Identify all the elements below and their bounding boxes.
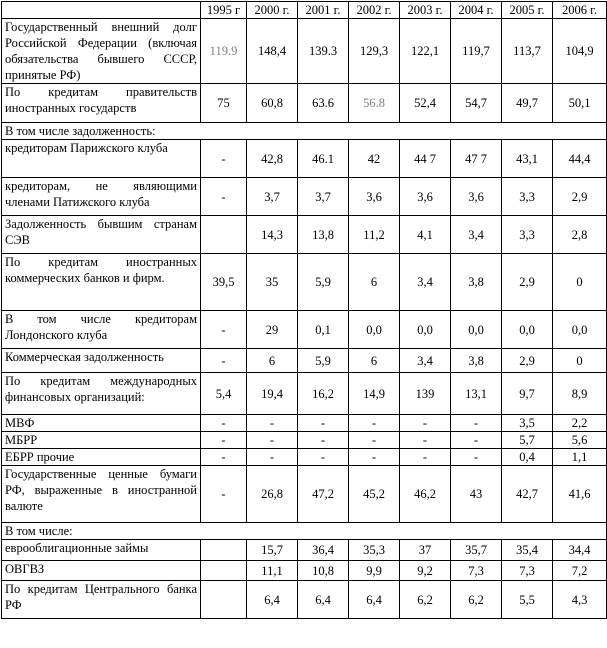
- value-cell: 0,0: [553, 311, 607, 349]
- value-cell: 6,2: [451, 581, 502, 619]
- value-cell: 75: [201, 84, 247, 123]
- row-label: еврооблигационные займы: [2, 540, 201, 561]
- header-row: [2, 2, 607, 19]
- value-cell: -: [247, 449, 298, 466]
- value-cell: 46.1: [298, 140, 349, 178]
- value-cell: -: [201, 178, 247, 216]
- value-cell: 5,9: [298, 349, 349, 373]
- value-cell: 3,5: [502, 415, 553, 432]
- value-cell: 11,1: [247, 561, 298, 581]
- value-cell: 3,6: [451, 178, 502, 216]
- table-row: [2, 449, 607, 466]
- value-cell: -: [201, 140, 247, 178]
- value-cell: 13,1: [451, 373, 502, 415]
- row-label: По кредитам правительств иностранных государств: [2, 84, 201, 123]
- value-cell: 3,7: [247, 178, 298, 216]
- value-cell: 42: [349, 140, 400, 178]
- row-label: МВФ: [2, 415, 201, 432]
- value-cell: -: [201, 466, 247, 523]
- value-cell: -: [349, 432, 400, 449]
- section-row: [2, 123, 607, 140]
- table-row: [2, 178, 607, 216]
- value-cell: 0,0: [451, 311, 502, 349]
- row-label: ОВГВЗ: [2, 561, 201, 581]
- value-cell: 50,1: [553, 84, 607, 123]
- value-cell: 37: [400, 540, 451, 561]
- value-cell: -: [201, 449, 247, 466]
- value-cell: 35: [247, 254, 298, 311]
- value-cell: 8,9: [553, 373, 607, 415]
- value-cell: 49,7: [502, 84, 553, 123]
- section-label: В том числе задолженность:: [2, 123, 607, 140]
- value-cell: 3,7: [298, 178, 349, 216]
- value-cell: 29: [247, 311, 298, 349]
- value-cell: 2,9: [502, 349, 553, 373]
- value-cell: 52,4: [400, 84, 451, 123]
- table-row: [2, 415, 607, 432]
- value-cell: 60,8: [247, 84, 298, 123]
- value-cell: 3,6: [400, 178, 451, 216]
- value-cell: -: [400, 432, 451, 449]
- table-row: [2, 432, 607, 449]
- table-row: [2, 216, 607, 254]
- year-header: 1995 г: [201, 2, 247, 19]
- value-cell: 6,4: [247, 581, 298, 619]
- table-row: [2, 581, 607, 619]
- year-header: 2004 г.: [451, 2, 502, 19]
- value-cell: 6,2: [400, 581, 451, 619]
- value-cell: 39,5: [201, 254, 247, 311]
- value-cell: 104,9: [553, 19, 607, 84]
- value-cell: 0,1: [298, 311, 349, 349]
- value-cell: 15,7: [247, 540, 298, 561]
- value-cell: 45,2: [349, 466, 400, 523]
- value-cell: 56.8: [349, 84, 400, 123]
- year-header: 2003 г.: [400, 2, 451, 19]
- value-cell: -: [400, 449, 451, 466]
- year-header: 2006 г.: [553, 2, 607, 19]
- value-cell: 0,0: [349, 311, 400, 349]
- value-cell: 119.9: [201, 19, 247, 84]
- value-cell: -: [349, 449, 400, 466]
- value-cell: -: [349, 415, 400, 432]
- value-cell: 3,8: [451, 254, 502, 311]
- value-cell: 42,7: [502, 466, 553, 523]
- value-cell: 7,3: [502, 561, 553, 581]
- value-cell: 2,2: [553, 415, 607, 432]
- table-row: [2, 540, 607, 561]
- value-cell: 9,9: [349, 561, 400, 581]
- value-cell: 19,4: [247, 373, 298, 415]
- row-label: Коммерческая задолженность: [2, 349, 201, 373]
- value-cell: 4,3: [553, 581, 607, 619]
- table-row: [2, 373, 607, 415]
- table-row: [2, 561, 607, 581]
- value-cell: -: [451, 415, 502, 432]
- value-cell: [201, 540, 247, 561]
- section-row: [2, 523, 607, 540]
- row-label: По кредитам иностранных коммерческих банков и фирм.: [2, 254, 201, 311]
- external-debt-table: [1, 1, 607, 619]
- value-cell: 7,3: [451, 561, 502, 581]
- value-cell: 26,8: [247, 466, 298, 523]
- value-cell: 2,9: [553, 178, 607, 216]
- value-cell: 4,1: [400, 216, 451, 254]
- row-label: кредиторам, не являющими членами Патижского клуба: [2, 178, 201, 216]
- row-label: В том числе кредиторам Лондонского клуба: [2, 311, 201, 349]
- value-cell: -: [298, 415, 349, 432]
- value-cell: -: [400, 415, 451, 432]
- value-cell: 1,1: [553, 449, 607, 466]
- year-header: 2001 г.: [298, 2, 349, 19]
- value-cell: 3,4: [400, 349, 451, 373]
- value-cell: 9,7: [502, 373, 553, 415]
- value-cell: 148,4: [247, 19, 298, 84]
- row-label: Государственные ценные бумаги РФ, выраженные в иностранной валюте: [2, 466, 201, 523]
- year-header: 2005 г.: [502, 2, 553, 19]
- value-cell: -: [298, 432, 349, 449]
- value-cell: 6,4: [298, 581, 349, 619]
- value-cell: 5,9: [298, 254, 349, 311]
- value-cell: 35,4: [502, 540, 553, 561]
- value-cell: [201, 581, 247, 619]
- value-cell: 42,8: [247, 140, 298, 178]
- value-cell: -: [201, 349, 247, 373]
- row-label: Государственный внешний долг Российской Федерации (включая обязательства бывшего СССР, принятые РФ): [2, 19, 201, 84]
- value-cell: 3,8: [451, 349, 502, 373]
- value-cell: 14,9: [349, 373, 400, 415]
- value-cell: 3,6: [349, 178, 400, 216]
- value-cell: -: [247, 432, 298, 449]
- table-row: [2, 84, 607, 123]
- value-cell: -: [451, 449, 502, 466]
- value-cell: 2,9: [502, 254, 553, 311]
- year-header: 2002 г.: [349, 2, 400, 19]
- value-cell: -: [201, 415, 247, 432]
- value-cell: 36,4: [298, 540, 349, 561]
- value-cell: 122,1: [400, 19, 451, 84]
- value-cell: 6: [349, 254, 400, 311]
- value-cell: 44,4: [553, 140, 607, 178]
- value-cell: 11,2: [349, 216, 400, 254]
- value-cell: 2,8: [553, 216, 607, 254]
- value-cell: 43: [451, 466, 502, 523]
- value-cell: 54,7: [451, 84, 502, 123]
- table-row: [2, 311, 607, 349]
- value-cell: 6,4: [349, 581, 400, 619]
- value-cell: 129,3: [349, 19, 400, 84]
- value-cell: 3,3: [502, 178, 553, 216]
- value-cell: 35,7: [451, 540, 502, 561]
- table-row: [2, 349, 607, 373]
- value-cell: 10,8: [298, 561, 349, 581]
- value-cell: 14,3: [247, 216, 298, 254]
- value-cell: 44 7: [400, 140, 451, 178]
- value-cell: 41,6: [553, 466, 607, 523]
- value-cell: 34,4: [553, 540, 607, 561]
- value-cell: 13,8: [298, 216, 349, 254]
- row-label: По кредитам международных финансовых организаций:: [2, 373, 201, 415]
- value-cell: 3,4: [451, 216, 502, 254]
- value-cell: 3,4: [400, 254, 451, 311]
- value-cell: -: [201, 432, 247, 449]
- value-cell: [201, 561, 247, 581]
- value-cell: 113,7: [502, 19, 553, 84]
- table-row: [2, 466, 607, 523]
- value-cell: 46,2: [400, 466, 451, 523]
- table-row: [2, 19, 607, 84]
- value-cell: 43,1: [502, 140, 553, 178]
- value-cell: 119,7: [451, 19, 502, 84]
- value-cell: 139.3: [298, 19, 349, 84]
- value-cell: 0,0: [502, 311, 553, 349]
- table-row: [2, 140, 607, 178]
- value-cell: 3,3: [502, 216, 553, 254]
- value-cell: 5,5: [502, 581, 553, 619]
- value-cell: -: [298, 449, 349, 466]
- value-cell: -: [451, 432, 502, 449]
- value-cell: 47 7: [451, 140, 502, 178]
- value-cell: 6: [247, 349, 298, 373]
- row-label: По кредитам Центрального банка РФ: [2, 581, 201, 619]
- header-label-cell: [2, 2, 201, 19]
- value-cell: 35,3: [349, 540, 400, 561]
- value-cell: 7,2: [553, 561, 607, 581]
- row-label: Задолженность бывшим странам СЭВ: [2, 216, 201, 254]
- value-cell: -: [201, 311, 247, 349]
- value-cell: 63.6: [298, 84, 349, 123]
- value-cell: 0: [553, 254, 607, 311]
- year-header: 2000 г.: [247, 2, 298, 19]
- value-cell: -: [247, 415, 298, 432]
- row-label: МБРР: [2, 432, 201, 449]
- section-label: В том числе:: [2, 523, 607, 540]
- value-cell: 47,2: [298, 466, 349, 523]
- value-cell: 9,2: [400, 561, 451, 581]
- value-cell: 139: [400, 373, 451, 415]
- value-cell: 0,0: [400, 311, 451, 349]
- value-cell: 6: [349, 349, 400, 373]
- value-cell: 5,4: [201, 373, 247, 415]
- row-label: ЕБРР прочие: [2, 449, 201, 466]
- value-cell: 16,2: [298, 373, 349, 415]
- value-cell: 0,4: [502, 449, 553, 466]
- value-cell: [201, 216, 247, 254]
- value-cell: 5,7: [502, 432, 553, 449]
- value-cell: 5,6: [553, 432, 607, 449]
- table-row: [2, 254, 607, 311]
- row-label: кредиторам Парижского клуба: [2, 140, 201, 178]
- value-cell: 0: [553, 349, 607, 373]
